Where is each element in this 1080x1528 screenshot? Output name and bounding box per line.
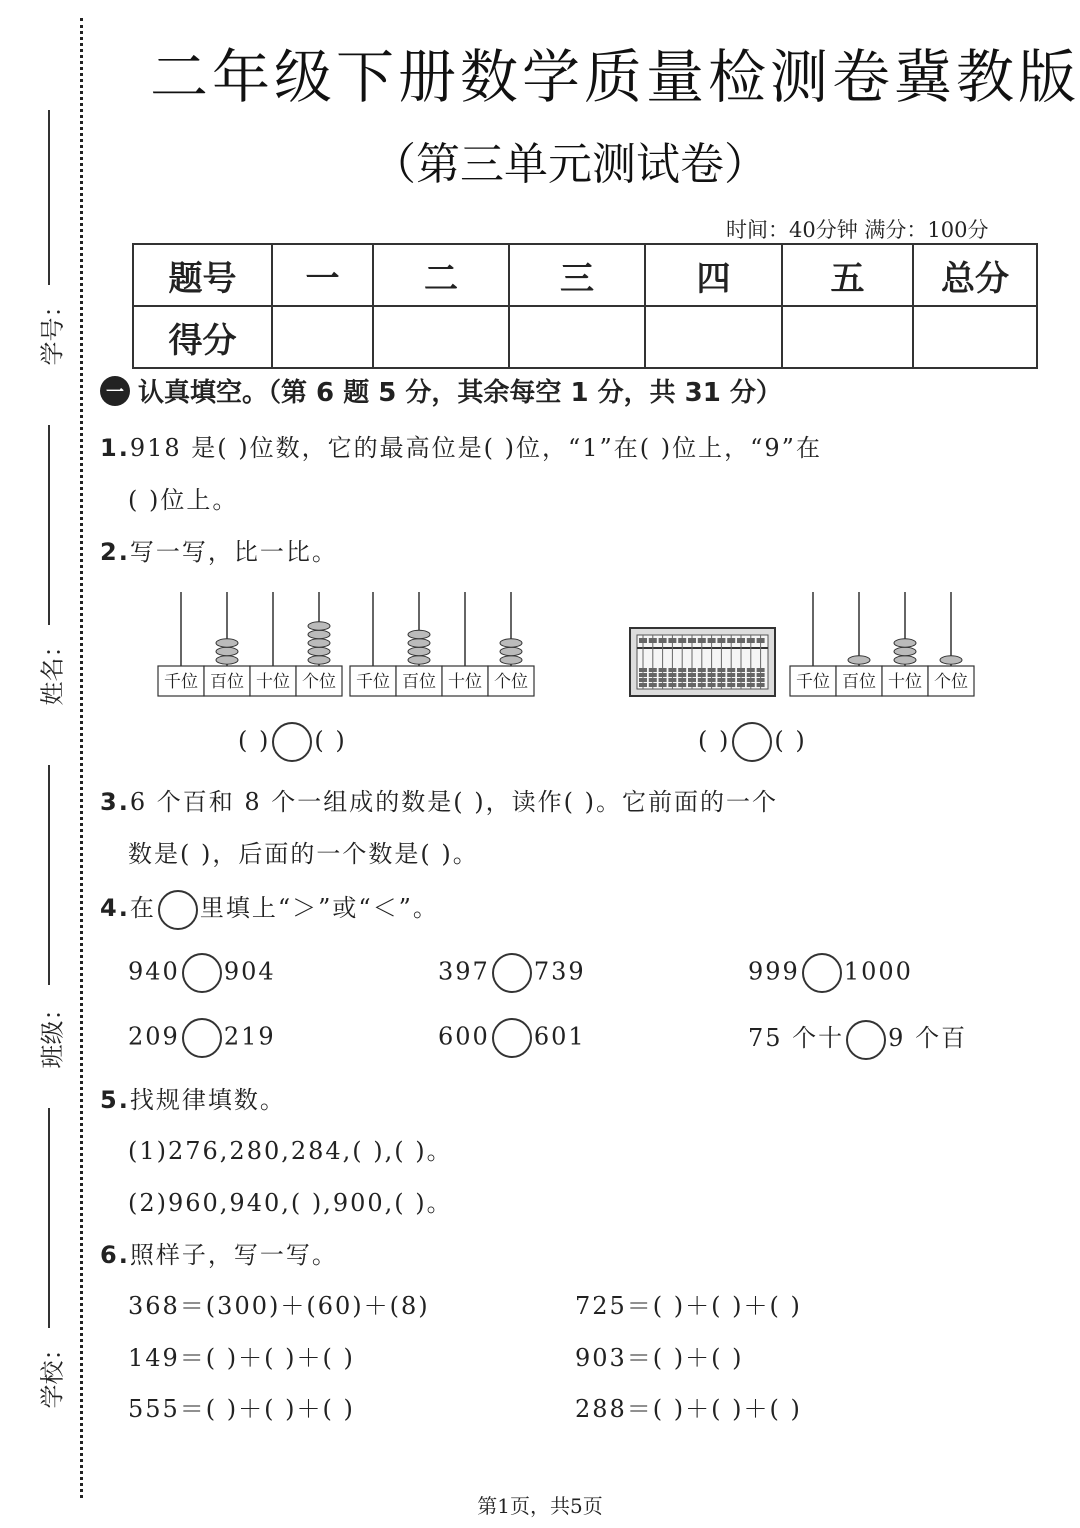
abacus-picture-bead [727,668,735,672]
student-id-line [48,110,50,285]
abacus-picture-bead [717,638,725,643]
answer-blank[interactable]: ( ) [238,726,271,755]
compare-item [438,953,586,993]
compare-item [748,1018,967,1060]
abacus-picture-bead [717,683,725,687]
abacus-bead [308,630,330,638]
place-label: 百位 [210,672,244,692]
abacus-picture-bead [737,673,745,677]
abacus-picture-bead [649,638,657,643]
abacus-bead [894,656,916,664]
abacus-picture-bead [639,683,647,687]
score-cell[interactable] [913,306,1037,368]
abacus-picture-bead [678,678,686,682]
abacus-picture-bead [727,683,735,687]
compare-right: 219 [223,1022,276,1051]
abacus-picture-bead [708,683,716,687]
decompose-item[interactable]: 149＝( )＋( )＋( ) [128,1344,355,1372]
abacus-picture-bead [659,668,667,672]
abacus-picture-bead [688,673,696,677]
abacus-picture-bead [688,638,696,643]
compare-item [128,1018,276,1058]
abacus-picture-bead [688,668,696,672]
page-footer: 第1页，共5页 [477,1494,603,1518]
score-header-cell: 题号 [133,244,272,306]
question-number: 3. [100,788,130,816]
place-label: 十位 [256,672,290,692]
abacus-picture-bead [688,683,696,687]
abacus-a [158,592,342,696]
compare-circle[interactable] [182,1018,222,1058]
compare-row-b [698,722,807,762]
compare-circle[interactable] [272,722,312,762]
score-row-label: 得分 [133,306,272,368]
abacus-bead [216,647,238,655]
abacus-picture-bead [649,668,657,672]
compare-circle[interactable] [492,1018,532,1058]
score-header-cell: 二 [373,244,509,306]
place-label: 百位 [842,672,876,692]
place-label: 千位 [164,672,198,692]
abacus-picture-bead [747,678,755,682]
score-cell[interactable] [272,306,373,368]
abacus-picture-bead [727,638,735,643]
abacus-picture-bead [659,678,667,682]
abacus-bead [500,639,522,647]
place-label: 千位 [796,672,830,692]
abacus-picture-bead [737,668,745,672]
question-text: 6 个百和 8 个一组成的数是( )，读作( )。它前面的一个 [129,788,778,816]
student-id-label: 学号： [38,293,67,366]
place-label: 百位 [402,672,436,692]
abacus-bead [940,656,962,664]
question-1-line-2: ( )位上。 [128,486,239,514]
abacus-picture-bead [747,683,755,687]
place-label: 个位 [934,672,968,692]
question-3-line-1 [100,782,778,817]
binding-dotted-line [80,18,83,1498]
name-label: 姓名： [38,633,67,706]
compare-left: 600 [438,1022,490,1051]
class-label: 班级： [38,996,67,1069]
place-label: 千位 [356,672,390,692]
question-text: 找规律填数。 [129,1086,286,1114]
decompose-item[interactable]: 725＝( )＋( )＋( ) [575,1292,802,1320]
abacus-picture-bead [717,673,725,677]
abacus-picture-bead [678,668,686,672]
section-heading [100,372,782,409]
score-table [132,243,1038,369]
abacus-picture-bead [737,638,745,643]
score-table-header-row [133,244,1037,306]
abacus-picture-bead [678,673,686,677]
compare-right: 1000 [843,957,913,986]
abacus-picture-bead [747,668,755,672]
score-cell[interactable] [509,306,645,368]
question-number: 2. [100,538,130,566]
question-6 [100,1235,338,1270]
compare-left: 999 [748,957,800,986]
question-1-line-1 [100,428,822,463]
abacus-picture-bead [678,638,686,643]
abacus-bead [894,639,916,647]
compare-row-a [238,722,347,762]
abacus-picture [630,628,775,696]
abacus-picture-bead [649,678,657,682]
abacus-picture-bead [757,668,765,672]
score-header-cell: 三 [509,244,645,306]
abacus-picture-bead [698,668,706,672]
abacus-bead [216,656,238,664]
compare-left: 75 个十 [748,1024,845,1052]
compare-item [128,953,276,993]
question-5 [100,1080,286,1115]
abacus-picture-bead [727,673,735,677]
abacus-picture-bead [639,638,647,643]
abacus-picture-bead [639,673,647,677]
place-label: 十位 [448,672,482,692]
section-number-badge: 一 [100,376,130,406]
abacus-picture-bead [737,683,745,687]
abacus-picture-bead [698,638,706,643]
compare-circle[interactable] [732,722,772,762]
question-number: 4. [100,894,130,922]
abacus-picture-bead [747,673,755,677]
class-line [48,765,50,985]
abacus-c [790,592,974,696]
abacus-bead [894,647,916,655]
abacus-picture-bead [698,683,706,687]
place-label: 个位 [494,672,528,692]
question-5-part-1: (1)276,280,284,( ),( )。 [128,1137,453,1165]
abacus-picture-bead [717,678,725,682]
compare-circle[interactable] [802,953,842,993]
compare-right: 904 [223,957,276,986]
score-table-score-row [133,306,1037,368]
abacus-picture-bead [708,678,716,682]
question-number: 5. [100,1086,130,1114]
question-3-line-2: 数是( )，后面的一个数是( )。 [128,840,479,868]
score-cell[interactable] [645,306,782,368]
abacus-picture-bead [757,638,765,643]
school-line [48,1108,50,1328]
abacus-picture-bead [708,638,716,643]
abacus-bead [308,656,330,664]
abacus-picture-bead [757,683,765,687]
question-text: 照样子，写一写。 [129,1241,338,1269]
abacus-bead [308,647,330,655]
abacus-picture-bead [688,678,696,682]
score-header-cell: 一 [272,244,373,306]
abacus-picture-bead [717,668,725,672]
compare-circle[interactable] [492,953,532,993]
abacus-picture-bead [727,678,735,682]
question-text: 里填上“＞”或“＜”。 [199,894,439,922]
decompose-item[interactable]: 903＝( )＋( ) [575,1344,744,1372]
abacus-picture-bead [747,638,755,643]
place-label: 十位 [888,672,922,692]
abacus-picture-bead [668,683,676,687]
abacus-picture-bead [668,638,676,643]
school-label: 学校： [38,1336,67,1409]
abacus-bead [308,622,330,630]
score-header-cell: 四 [645,244,782,306]
compare-circle[interactable] [846,1020,886,1060]
page-title: 二年级下册数学质量检测卷冀教版 [150,43,1080,111]
abacus-bead [408,647,430,655]
question-text: 在 [129,894,156,922]
abacus-picture-bead [649,673,657,677]
score-header-cell: 五 [782,244,913,306]
abacus-picture-bead [668,668,676,672]
abacus-bead [216,639,238,647]
abacus-bead [500,656,522,664]
decompose-item[interactable]: 288＝( )＋( )＋( ) [575,1395,802,1423]
abacus-b [350,592,534,696]
abacus-bead [848,656,870,664]
abacus-bead [408,656,430,664]
answer-blank[interactable]: ( ) [774,726,807,755]
abacus-picture-bead [757,678,765,682]
abacus-picture-bead [708,673,716,677]
abacus-picture-bead [757,673,765,677]
answer-blank[interactable]: ( ) [698,726,731,755]
compare-item [438,1018,586,1058]
compare-right: 9 个百 [888,1024,968,1052]
compare-circle[interactable] [182,953,222,993]
abacus-picture-bead [678,683,686,687]
abacus-picture-bead [698,678,706,682]
abacus-picture-bead [659,673,667,677]
time-info: 时间：40分钟 满分：100分 [726,218,989,242]
abacus-picture-bead [708,668,716,672]
place-label: 个位 [302,672,336,692]
abacus-bead [408,630,430,638]
question-number: 6. [100,1241,130,1269]
score-cell[interactable] [782,306,913,368]
compare-right: 739 [533,957,586,986]
question-number: 1. [100,434,130,462]
page-subtitle: （第三单元测试卷） [372,139,768,190]
compare-left: 940 [128,957,180,986]
decompose-item[interactable]: 555＝( )＋( )＋( ) [128,1395,355,1423]
answer-blank[interactable]: ( ) [314,726,347,755]
abacus-bead [408,639,430,647]
abacus-picture-bead [698,673,706,677]
question-text: 写一写，比一比。 [129,538,338,566]
compare-left: 209 [128,1022,180,1051]
name-line [48,425,50,625]
question-2 [100,532,338,567]
abacus-picture-bead [659,638,667,643]
abacus-picture-bead [668,678,676,682]
abacus-picture-bead [639,678,647,682]
compare-right: 601 [533,1022,586,1051]
section-heading-text: 认真填空。（第 6 题 5 分，其余每空 1 分，共 31 分） [138,378,782,408]
score-header-cell: 总分 [913,244,1037,306]
score-cell[interactable] [373,306,509,368]
question-text: 918 是( )位数，它的最高位是( )位，“1”在( )位上，“9”在 [129,434,822,462]
question-5-part-2: (2)960,940,( ),900,( )。 [128,1189,453,1217]
compare-left: 397 [438,957,490,986]
abacus-picture-bead [737,678,745,682]
compare-item [748,953,913,993]
compare-circle-icon [158,890,198,930]
abacus-picture-bead [649,683,657,687]
question-4 [100,888,439,930]
decompose-item: 368＝(300)＋(60)＋(8) [128,1292,430,1320]
abacus-picture-bead [639,668,647,672]
abacus-picture-bead [668,673,676,677]
abacus-bead [308,639,330,647]
abacus-picture-bead [659,683,667,687]
abacus-bead [500,647,522,655]
